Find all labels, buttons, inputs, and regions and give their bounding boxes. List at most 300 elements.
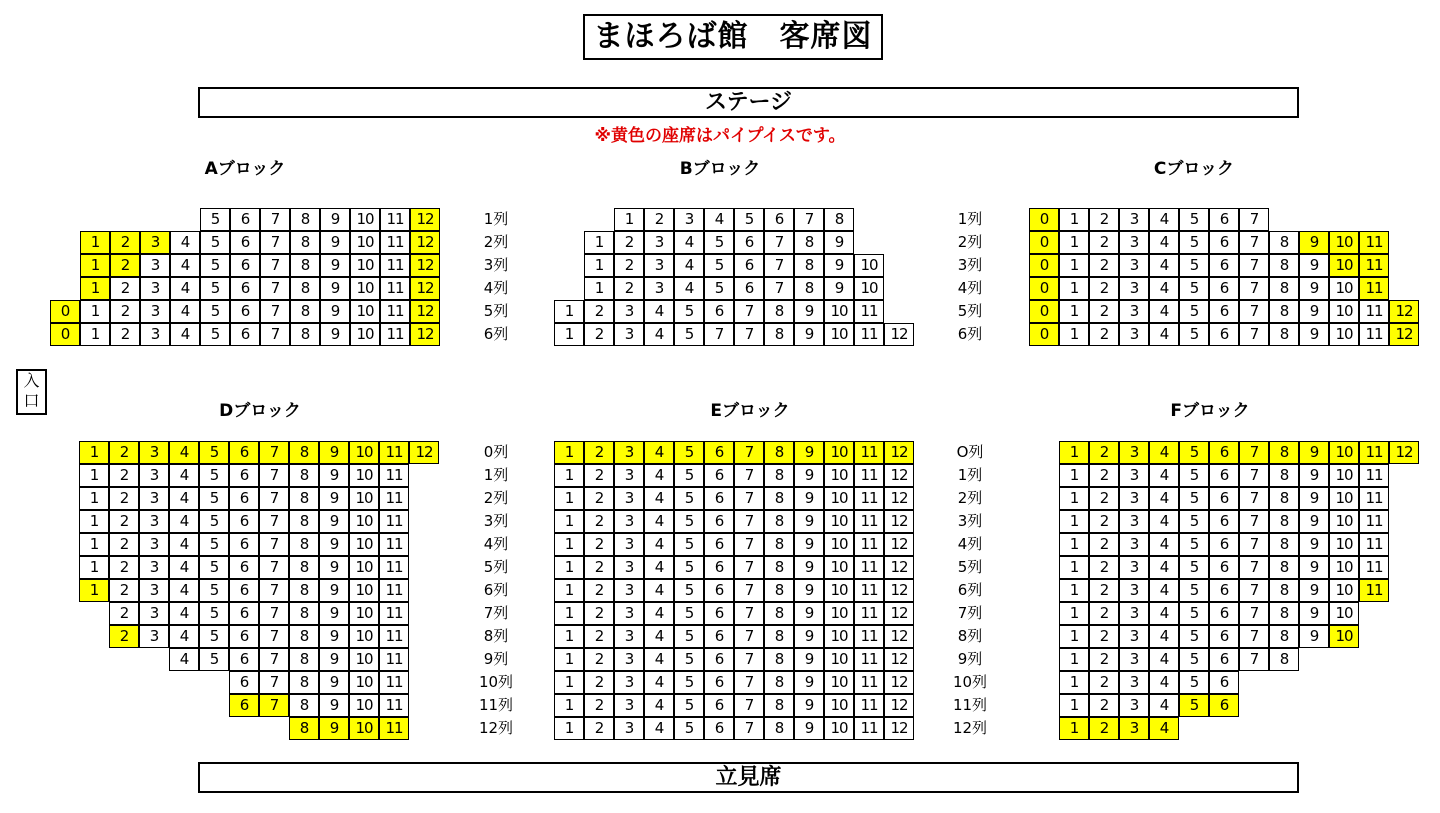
seat-d-r11-10[interactable]: 10 bbox=[349, 694, 379, 717]
seat-f-r9-2[interactable]: 2 bbox=[1089, 648, 1119, 671]
seat-d-r4-11[interactable]: 11 bbox=[379, 533, 409, 556]
seat-c-r2-10[interactable]: 10 bbox=[1329, 254, 1359, 277]
seat-e-r0-9[interactable]: 9 bbox=[794, 441, 824, 464]
seat-d-r5-3[interactable]: 3 bbox=[139, 556, 169, 579]
seat-f-r0-7[interactable]: 7 bbox=[1239, 441, 1269, 464]
seat-a-r1-4[interactable]: 4 bbox=[170, 231, 200, 254]
seat-d-r4-5[interactable]: 5 bbox=[199, 533, 229, 556]
seat-e-r11-2[interactable]: 2 bbox=[584, 694, 614, 717]
seat-e-r11-9[interactable]: 9 bbox=[794, 694, 824, 717]
seat-f-r1-8[interactable]: 8 bbox=[1269, 464, 1299, 487]
seat-a-r1-11[interactable]: 11 bbox=[380, 231, 410, 254]
seat-a-r2-5[interactable]: 5 bbox=[200, 254, 230, 277]
seat-d-r1-7[interactable]: 7 bbox=[259, 464, 289, 487]
seat-e-r1-8[interactable]: 8 bbox=[764, 464, 794, 487]
seat-e-r12-11[interactable]: 11 bbox=[854, 717, 884, 740]
seat-a-r4-0[interactable]: 0 bbox=[50, 300, 80, 323]
seat-e-r3-2[interactable]: 2 bbox=[584, 510, 614, 533]
seat-f-r7-5[interactable]: 5 bbox=[1179, 602, 1209, 625]
seat-f-r1-11[interactable]: 11 bbox=[1359, 464, 1389, 487]
seat-e-r6-10[interactable]: 10 bbox=[824, 579, 854, 602]
seat-a-r4-1[interactable]: 1 bbox=[80, 300, 110, 323]
seat-f-r3-11[interactable]: 11 bbox=[1359, 510, 1389, 533]
seat-d-r4-2[interactable]: 2 bbox=[109, 533, 139, 556]
seat-b-r3-1[interactable]: 1 bbox=[584, 277, 614, 300]
seat-b-r0-7[interactable]: 7 bbox=[794, 208, 824, 231]
seat-a-r5-12[interactable]: 12 bbox=[410, 323, 440, 346]
seat-a-r4-5[interactable]: 5 bbox=[200, 300, 230, 323]
seat-e-r0-8[interactable]: 8 bbox=[764, 441, 794, 464]
seat-b-r5-8[interactable]: 8 bbox=[764, 323, 794, 346]
seat-f-r7-2[interactable]: 2 bbox=[1089, 602, 1119, 625]
seat-d-r0-3[interactable]: 3 bbox=[139, 441, 169, 464]
seat-a-r2-4[interactable]: 4 bbox=[170, 254, 200, 277]
seat-b-r1-2[interactable]: 2 bbox=[614, 231, 644, 254]
seat-a-r3-2[interactable]: 2 bbox=[110, 277, 140, 300]
seat-c-r1-10[interactable]: 10 bbox=[1329, 231, 1359, 254]
seat-b-r3-4[interactable]: 4 bbox=[674, 277, 704, 300]
seat-d-r5-11[interactable]: 11 bbox=[379, 556, 409, 579]
seat-a-r1-8[interactable]: 8 bbox=[290, 231, 320, 254]
seat-d-r1-2[interactable]: 2 bbox=[109, 464, 139, 487]
seat-b-r3-10[interactable]: 10 bbox=[854, 277, 884, 300]
seat-e-r9-5[interactable]: 5 bbox=[674, 648, 704, 671]
seat-e-r11-6[interactable]: 6 bbox=[704, 694, 734, 717]
seat-e-r6-2[interactable]: 2 bbox=[584, 579, 614, 602]
seat-c-r4-6[interactable]: 6 bbox=[1209, 300, 1239, 323]
seat-e-r3-8[interactable]: 8 bbox=[764, 510, 794, 533]
seat-c-r0-0[interactable]: 0 bbox=[1029, 208, 1059, 231]
seat-e-r12-9[interactable]: 9 bbox=[794, 717, 824, 740]
seat-f-r5-8[interactable]: 8 bbox=[1269, 556, 1299, 579]
seat-e-r8-6[interactable]: 6 bbox=[704, 625, 734, 648]
seat-d-r5-7[interactable]: 7 bbox=[259, 556, 289, 579]
seat-e-r10-1[interactable]: 1 bbox=[554, 671, 584, 694]
seat-e-r9-2[interactable]: 2 bbox=[584, 648, 614, 671]
seat-e-r7-12[interactable]: 12 bbox=[884, 602, 914, 625]
seat-e-r3-7[interactable]: 7 bbox=[734, 510, 764, 533]
seat-b-r1-8[interactable]: 8 bbox=[794, 231, 824, 254]
seat-e-r8-4[interactable]: 4 bbox=[644, 625, 674, 648]
seat-c-r3-5[interactable]: 5 bbox=[1179, 277, 1209, 300]
seat-b-r1-3[interactable]: 3 bbox=[644, 231, 674, 254]
seat-c-r5-6[interactable]: 6 bbox=[1209, 323, 1239, 346]
seat-d-r1-5[interactable]: 5 bbox=[199, 464, 229, 487]
seat-f-r1-5[interactable]: 5 bbox=[1179, 464, 1209, 487]
seat-f-r9-4[interactable]: 4 bbox=[1149, 648, 1179, 671]
seat-f-r2-2[interactable]: 2 bbox=[1089, 487, 1119, 510]
seat-a-r2-12[interactable]: 12 bbox=[410, 254, 440, 277]
seat-c-r2-0[interactable]: 0 bbox=[1029, 254, 1059, 277]
seat-f-r10-6[interactable]: 6 bbox=[1209, 671, 1239, 694]
seat-c-r0-2[interactable]: 2 bbox=[1089, 208, 1119, 231]
seat-f-r4-3[interactable]: 3 bbox=[1119, 533, 1149, 556]
seat-f-r5-6[interactable]: 6 bbox=[1209, 556, 1239, 579]
seat-e-r8-3[interactable]: 3 bbox=[614, 625, 644, 648]
seat-c-r0-4[interactable]: 4 bbox=[1149, 208, 1179, 231]
seat-c-r5-0[interactable]: 0 bbox=[1029, 323, 1059, 346]
seat-e-r11-1[interactable]: 1 bbox=[554, 694, 584, 717]
seat-a-r2-2[interactable]: 2 bbox=[110, 254, 140, 277]
seat-d-r10-11[interactable]: 11 bbox=[379, 671, 409, 694]
seat-d-r3-2[interactable]: 2 bbox=[109, 510, 139, 533]
seat-c-r3-7[interactable]: 7 bbox=[1239, 277, 1269, 300]
seat-d-r1-3[interactable]: 3 bbox=[139, 464, 169, 487]
seat-e-r2-3[interactable]: 3 bbox=[614, 487, 644, 510]
seat-f-r8-2[interactable]: 2 bbox=[1089, 625, 1119, 648]
seat-f-r4-2[interactable]: 2 bbox=[1089, 533, 1119, 556]
seat-d-r6-10[interactable]: 10 bbox=[349, 579, 379, 602]
seat-d-r3-3[interactable]: 3 bbox=[139, 510, 169, 533]
seat-f-r4-5[interactable]: 5 bbox=[1179, 533, 1209, 556]
seat-e-r6-7[interactable]: 7 bbox=[734, 579, 764, 602]
seat-d-r10-8[interactable]: 8 bbox=[289, 671, 319, 694]
seat-d-r9-10[interactable]: 10 bbox=[349, 648, 379, 671]
seat-e-r9-4[interactable]: 4 bbox=[644, 648, 674, 671]
seat-e-r7-1[interactable]: 1 bbox=[554, 602, 584, 625]
seat-d-r1-6[interactable]: 6 bbox=[229, 464, 259, 487]
seat-f-r0-12[interactable]: 12 bbox=[1389, 441, 1419, 464]
seat-f-r2-4[interactable]: 4 bbox=[1149, 487, 1179, 510]
seat-c-r0-1[interactable]: 1 bbox=[1059, 208, 1089, 231]
seat-f-r0-3[interactable]: 3 bbox=[1119, 441, 1149, 464]
seat-a-r2-10[interactable]: 10 bbox=[350, 254, 380, 277]
seat-d-r1-10[interactable]: 10 bbox=[349, 464, 379, 487]
seat-b-r0-3[interactable]: 3 bbox=[674, 208, 704, 231]
seat-f-r11-4[interactable]: 4 bbox=[1149, 694, 1179, 717]
seat-f-r7-9[interactable]: 9 bbox=[1299, 602, 1329, 625]
seat-c-r5-8[interactable]: 8 bbox=[1269, 323, 1299, 346]
seat-a-r3-11[interactable]: 11 bbox=[380, 277, 410, 300]
seat-f-r11-1[interactable]: 1 bbox=[1059, 694, 1089, 717]
seat-f-r4-1[interactable]: 1 bbox=[1059, 533, 1089, 556]
seat-e-r2-6[interactable]: 6 bbox=[704, 487, 734, 510]
seat-e-r6-12[interactable]: 12 bbox=[884, 579, 914, 602]
seat-a-r2-6[interactable]: 6 bbox=[230, 254, 260, 277]
seat-d-r9-7[interactable]: 7 bbox=[259, 648, 289, 671]
seat-d-r4-1[interactable]: 1 bbox=[79, 533, 109, 556]
seat-e-r8-12[interactable]: 12 bbox=[884, 625, 914, 648]
seat-b-r4-2[interactable]: 2 bbox=[584, 300, 614, 323]
seat-c-r4-10[interactable]: 10 bbox=[1329, 300, 1359, 323]
seat-d-r0-10[interactable]: 10 bbox=[349, 441, 379, 464]
seat-f-r1-1[interactable]: 1 bbox=[1059, 464, 1089, 487]
seat-d-r7-9[interactable]: 9 bbox=[319, 602, 349, 625]
seat-b-r3-8[interactable]: 8 bbox=[794, 277, 824, 300]
seat-c-r2-4[interactable]: 4 bbox=[1149, 254, 1179, 277]
seat-d-r0-5[interactable]: 5 bbox=[199, 441, 229, 464]
seat-e-r6-8[interactable]: 8 bbox=[764, 579, 794, 602]
seat-d-r6-7[interactable]: 7 bbox=[259, 579, 289, 602]
seat-d-r10-7[interactable]: 7 bbox=[259, 671, 289, 694]
seat-b-r3-7[interactable]: 7 bbox=[764, 277, 794, 300]
seat-c-r2-3[interactable]: 3 bbox=[1119, 254, 1149, 277]
seat-c-r0-7[interactable]: 7 bbox=[1239, 208, 1269, 231]
seat-f-r3-8[interactable]: 8 bbox=[1269, 510, 1299, 533]
seat-b-r2-2[interactable]: 2 bbox=[614, 254, 644, 277]
seat-f-r5-1[interactable]: 1 bbox=[1059, 556, 1089, 579]
seat-b-r2-3[interactable]: 3 bbox=[644, 254, 674, 277]
seat-f-r9-6[interactable]: 6 bbox=[1209, 648, 1239, 671]
seat-f-r10-2[interactable]: 2 bbox=[1089, 671, 1119, 694]
seat-c-r2-8[interactable]: 8 bbox=[1269, 254, 1299, 277]
seat-d-r4-8[interactable]: 8 bbox=[289, 533, 319, 556]
seat-f-r8-3[interactable]: 3 bbox=[1119, 625, 1149, 648]
seat-c-r3-10[interactable]: 10 bbox=[1329, 277, 1359, 300]
seat-d-r9-5[interactable]: 5 bbox=[199, 648, 229, 671]
seat-c-r1-9[interactable]: 9 bbox=[1299, 231, 1329, 254]
seat-d-r2-4[interactable]: 4 bbox=[169, 487, 199, 510]
seat-c-r2-9[interactable]: 9 bbox=[1299, 254, 1329, 277]
seat-f-r0-6[interactable]: 6 bbox=[1209, 441, 1239, 464]
seat-e-r5-6[interactable]: 6 bbox=[704, 556, 734, 579]
seat-b-r5-3[interactable]: 3 bbox=[614, 323, 644, 346]
seat-d-r11-9[interactable]: 9 bbox=[319, 694, 349, 717]
seat-f-r2-6[interactable]: 6 bbox=[1209, 487, 1239, 510]
seat-f-r9-3[interactable]: 3 bbox=[1119, 648, 1149, 671]
seat-f-r0-4[interactable]: 4 bbox=[1149, 441, 1179, 464]
seat-d-r11-7[interactable]: 7 bbox=[259, 694, 289, 717]
seat-e-r10-7[interactable]: 7 bbox=[734, 671, 764, 694]
seat-a-r0-11[interactable]: 11 bbox=[380, 208, 410, 231]
seat-d-r3-6[interactable]: 6 bbox=[229, 510, 259, 533]
seat-c-r5-9[interactable]: 9 bbox=[1299, 323, 1329, 346]
seat-c-r3-1[interactable]: 1 bbox=[1059, 277, 1089, 300]
seat-e-r0-10[interactable]: 10 bbox=[824, 441, 854, 464]
seat-d-r7-11[interactable]: 11 bbox=[379, 602, 409, 625]
seat-e-r11-10[interactable]: 10 bbox=[824, 694, 854, 717]
seat-e-r2-8[interactable]: 8 bbox=[764, 487, 794, 510]
seat-f-r3-5[interactable]: 5 bbox=[1179, 510, 1209, 533]
seat-e-r10-3[interactable]: 3 bbox=[614, 671, 644, 694]
seat-d-r7-4[interactable]: 4 bbox=[169, 602, 199, 625]
seat-d-r3-5[interactable]: 5 bbox=[199, 510, 229, 533]
seat-d-r8-2[interactable]: 2 bbox=[109, 625, 139, 648]
seat-d-r5-2[interactable]: 2 bbox=[109, 556, 139, 579]
seat-e-r7-6[interactable]: 6 bbox=[704, 602, 734, 625]
seat-d-r0-11[interactable]: 11 bbox=[379, 441, 409, 464]
seat-e-r1-4[interactable]: 4 bbox=[644, 464, 674, 487]
seat-e-r12-3[interactable]: 3 bbox=[614, 717, 644, 740]
seat-f-r3-1[interactable]: 1 bbox=[1059, 510, 1089, 533]
seat-e-r3-10[interactable]: 10 bbox=[824, 510, 854, 533]
seat-a-r0-10[interactable]: 10 bbox=[350, 208, 380, 231]
seat-f-r3-7[interactable]: 7 bbox=[1239, 510, 1269, 533]
seat-b-r4-11[interactable]: 11 bbox=[854, 300, 884, 323]
seat-e-r10-8[interactable]: 8 bbox=[764, 671, 794, 694]
seat-b-r2-1[interactable]: 1 bbox=[584, 254, 614, 277]
seat-e-r1-7[interactable]: 7 bbox=[734, 464, 764, 487]
seat-b-r2-4[interactable]: 4 bbox=[674, 254, 704, 277]
seat-e-r9-7[interactable]: 7 bbox=[734, 648, 764, 671]
seat-e-r2-2[interactable]: 2 bbox=[584, 487, 614, 510]
seat-d-r6-3[interactable]: 3 bbox=[139, 579, 169, 602]
seat-f-r3-9[interactable]: 9 bbox=[1299, 510, 1329, 533]
seat-f-r8-7[interactable]: 7 bbox=[1239, 625, 1269, 648]
seat-c-r0-3[interactable]: 3 bbox=[1119, 208, 1149, 231]
seat-d-r10-10[interactable]: 10 bbox=[349, 671, 379, 694]
seat-f-r3-4[interactable]: 4 bbox=[1149, 510, 1179, 533]
seat-c-r4-8[interactable]: 8 bbox=[1269, 300, 1299, 323]
seat-a-r0-8[interactable]: 8 bbox=[290, 208, 320, 231]
seat-e-r11-12[interactable]: 12 bbox=[884, 694, 914, 717]
seat-e-r8-7[interactable]: 7 bbox=[734, 625, 764, 648]
seat-f-r4-9[interactable]: 9 bbox=[1299, 533, 1329, 556]
seat-d-r8-5[interactable]: 5 bbox=[199, 625, 229, 648]
seat-d-r7-10[interactable]: 10 bbox=[349, 602, 379, 625]
seat-f-r6-11[interactable]: 11 bbox=[1359, 579, 1389, 602]
seat-d-r8-8[interactable]: 8 bbox=[289, 625, 319, 648]
seat-d-r3-11[interactable]: 11 bbox=[379, 510, 409, 533]
seat-d-r11-6[interactable]: 6 bbox=[229, 694, 259, 717]
seat-e-r7-4[interactable]: 4 bbox=[644, 602, 674, 625]
seat-c-r1-3[interactable]: 3 bbox=[1119, 231, 1149, 254]
seat-c-r3-6[interactable]: 6 bbox=[1209, 277, 1239, 300]
seat-b-r0-5[interactable]: 5 bbox=[734, 208, 764, 231]
seat-e-r1-10[interactable]: 10 bbox=[824, 464, 854, 487]
seat-a-r3-6[interactable]: 6 bbox=[230, 277, 260, 300]
seat-e-r8-10[interactable]: 10 bbox=[824, 625, 854, 648]
seat-e-r7-8[interactable]: 8 bbox=[764, 602, 794, 625]
seat-b-r5-2[interactable]: 2 bbox=[584, 323, 614, 346]
seat-f-r12-2[interactable]: 2 bbox=[1089, 717, 1119, 740]
seat-d-r7-8[interactable]: 8 bbox=[289, 602, 319, 625]
seat-a-r5-6[interactable]: 6 bbox=[230, 323, 260, 346]
seat-e-r4-1[interactable]: 1 bbox=[554, 533, 584, 556]
seat-c-r3-11[interactable]: 11 bbox=[1359, 277, 1389, 300]
seat-e-r0-3[interactable]: 3 bbox=[614, 441, 644, 464]
seat-e-r1-12[interactable]: 12 bbox=[884, 464, 914, 487]
seat-e-r4-6[interactable]: 6 bbox=[704, 533, 734, 556]
seat-f-r2-10[interactable]: 10 bbox=[1329, 487, 1359, 510]
seat-b-r3-6[interactable]: 6 bbox=[734, 277, 764, 300]
seat-c-r2-11[interactable]: 11 bbox=[1359, 254, 1389, 277]
seat-d-r1-9[interactable]: 9 bbox=[319, 464, 349, 487]
seat-a-r4-6[interactable]: 6 bbox=[230, 300, 260, 323]
seat-f-r5-5[interactable]: 5 bbox=[1179, 556, 1209, 579]
seat-e-r10-2[interactable]: 2 bbox=[584, 671, 614, 694]
seat-e-r5-2[interactable]: 2 bbox=[584, 556, 614, 579]
seat-e-r12-7[interactable]: 7 bbox=[734, 717, 764, 740]
seat-b-r4-10[interactable]: 10 bbox=[824, 300, 854, 323]
seat-b-r0-8[interactable]: 8 bbox=[824, 208, 854, 231]
seat-d-r6-1[interactable]: 1 bbox=[79, 579, 109, 602]
seat-d-r10-9[interactable]: 9 bbox=[319, 671, 349, 694]
seat-d-r4-9[interactable]: 9 bbox=[319, 533, 349, 556]
seat-b-r2-7[interactable]: 7 bbox=[764, 254, 794, 277]
seat-f-r5-4[interactable]: 4 bbox=[1149, 556, 1179, 579]
seat-d-r4-3[interactable]: 3 bbox=[139, 533, 169, 556]
seat-e-r8-9[interactable]: 9 bbox=[794, 625, 824, 648]
seat-f-r2-5[interactable]: 5 bbox=[1179, 487, 1209, 510]
seat-f-r2-9[interactable]: 9 bbox=[1299, 487, 1329, 510]
seat-e-r7-2[interactable]: 2 bbox=[584, 602, 614, 625]
seat-a-r4-3[interactable]: 3 bbox=[140, 300, 170, 323]
seat-d-r4-7[interactable]: 7 bbox=[259, 533, 289, 556]
seat-c-r3-9[interactable]: 9 bbox=[1299, 277, 1329, 300]
seat-d-r8-7[interactable]: 7 bbox=[259, 625, 289, 648]
seat-f-r10-4[interactable]: 4 bbox=[1149, 671, 1179, 694]
seat-e-r4-3[interactable]: 3 bbox=[614, 533, 644, 556]
seat-a-r3-12[interactable]: 12 bbox=[410, 277, 440, 300]
seat-f-r0-8[interactable]: 8 bbox=[1269, 441, 1299, 464]
seat-d-r7-5[interactable]: 5 bbox=[199, 602, 229, 625]
seat-e-r3-12[interactable]: 12 bbox=[884, 510, 914, 533]
seat-d-r2-11[interactable]: 11 bbox=[379, 487, 409, 510]
seat-e-r12-2[interactable]: 2 bbox=[584, 717, 614, 740]
seat-f-r8-9[interactable]: 9 bbox=[1299, 625, 1329, 648]
seat-e-r0-1[interactable]: 1 bbox=[554, 441, 584, 464]
seat-a-r3-3[interactable]: 3 bbox=[140, 277, 170, 300]
seat-e-r8-2[interactable]: 2 bbox=[584, 625, 614, 648]
seat-d-r5-4[interactable]: 4 bbox=[169, 556, 199, 579]
seat-b-r2-9[interactable]: 9 bbox=[824, 254, 854, 277]
seat-e-r5-9[interactable]: 9 bbox=[794, 556, 824, 579]
seat-e-r12-6[interactable]: 6 bbox=[704, 717, 734, 740]
seat-d-r12-10[interactable]: 10 bbox=[349, 717, 379, 740]
seat-c-r1-5[interactable]: 5 bbox=[1179, 231, 1209, 254]
seat-a-r2-3[interactable]: 3 bbox=[140, 254, 170, 277]
seat-c-r1-4[interactable]: 4 bbox=[1149, 231, 1179, 254]
seat-a-r5-5[interactable]: 5 bbox=[200, 323, 230, 346]
seat-f-r11-3[interactable]: 3 bbox=[1119, 694, 1149, 717]
seat-d-r5-8[interactable]: 8 bbox=[289, 556, 319, 579]
seat-b-r2-10[interactable]: 10 bbox=[854, 254, 884, 277]
seat-c-r1-7[interactable]: 7 bbox=[1239, 231, 1269, 254]
seat-e-r2-5[interactable]: 5 bbox=[674, 487, 704, 510]
seat-f-r5-2[interactable]: 2 bbox=[1089, 556, 1119, 579]
seat-f-r5-10[interactable]: 10 bbox=[1329, 556, 1359, 579]
seat-e-r6-6[interactable]: 6 bbox=[704, 579, 734, 602]
seat-a-r4-7[interactable]: 7 bbox=[260, 300, 290, 323]
seat-c-r1-1[interactable]: 1 bbox=[1059, 231, 1089, 254]
seat-e-r6-1[interactable]: 1 bbox=[554, 579, 584, 602]
seat-e-r6-4[interactable]: 4 bbox=[644, 579, 674, 602]
seat-e-r11-4[interactable]: 4 bbox=[644, 694, 674, 717]
seat-a-r5-1[interactable]: 1 bbox=[80, 323, 110, 346]
seat-b-r0-6[interactable]: 6 bbox=[764, 208, 794, 231]
seat-e-r7-3[interactable]: 3 bbox=[614, 602, 644, 625]
seat-f-r7-1[interactable]: 1 bbox=[1059, 602, 1089, 625]
seat-f-r6-6[interactable]: 6 bbox=[1209, 579, 1239, 602]
seat-e-r2-4[interactable]: 4 bbox=[644, 487, 674, 510]
seat-e-r9-6[interactable]: 6 bbox=[704, 648, 734, 671]
seat-a-r3-10[interactable]: 10 bbox=[350, 277, 380, 300]
seat-c-r5-11[interactable]: 11 bbox=[1359, 323, 1389, 346]
seat-a-r5-4[interactable]: 4 bbox=[170, 323, 200, 346]
seat-e-r4-5[interactable]: 5 bbox=[674, 533, 704, 556]
seat-e-r2-10[interactable]: 10 bbox=[824, 487, 854, 510]
seat-d-r2-1[interactable]: 1 bbox=[79, 487, 109, 510]
seat-d-r2-3[interactable]: 3 bbox=[139, 487, 169, 510]
seat-c-r4-1[interactable]: 1 bbox=[1059, 300, 1089, 323]
seat-f-r6-3[interactable]: 3 bbox=[1119, 579, 1149, 602]
seat-f-r0-5[interactable]: 5 bbox=[1179, 441, 1209, 464]
seat-e-r9-9[interactable]: 9 bbox=[794, 648, 824, 671]
seat-d-r1-4[interactable]: 4 bbox=[169, 464, 199, 487]
seat-e-r4-9[interactable]: 9 bbox=[794, 533, 824, 556]
seat-e-r4-2[interactable]: 2 bbox=[584, 533, 614, 556]
seat-b-r5-12[interactable]: 12 bbox=[884, 323, 914, 346]
seat-d-r8-10[interactable]: 10 bbox=[349, 625, 379, 648]
seat-b-r3-9[interactable]: 9 bbox=[824, 277, 854, 300]
seat-e-r10-10[interactable]: 10 bbox=[824, 671, 854, 694]
seat-f-r6-2[interactable]: 2 bbox=[1089, 579, 1119, 602]
seat-f-r10-3[interactable]: 3 bbox=[1119, 671, 1149, 694]
seat-e-r11-8[interactable]: 8 bbox=[764, 694, 794, 717]
seat-c-r4-9[interactable]: 9 bbox=[1299, 300, 1329, 323]
seat-e-r3-1[interactable]: 1 bbox=[554, 510, 584, 533]
